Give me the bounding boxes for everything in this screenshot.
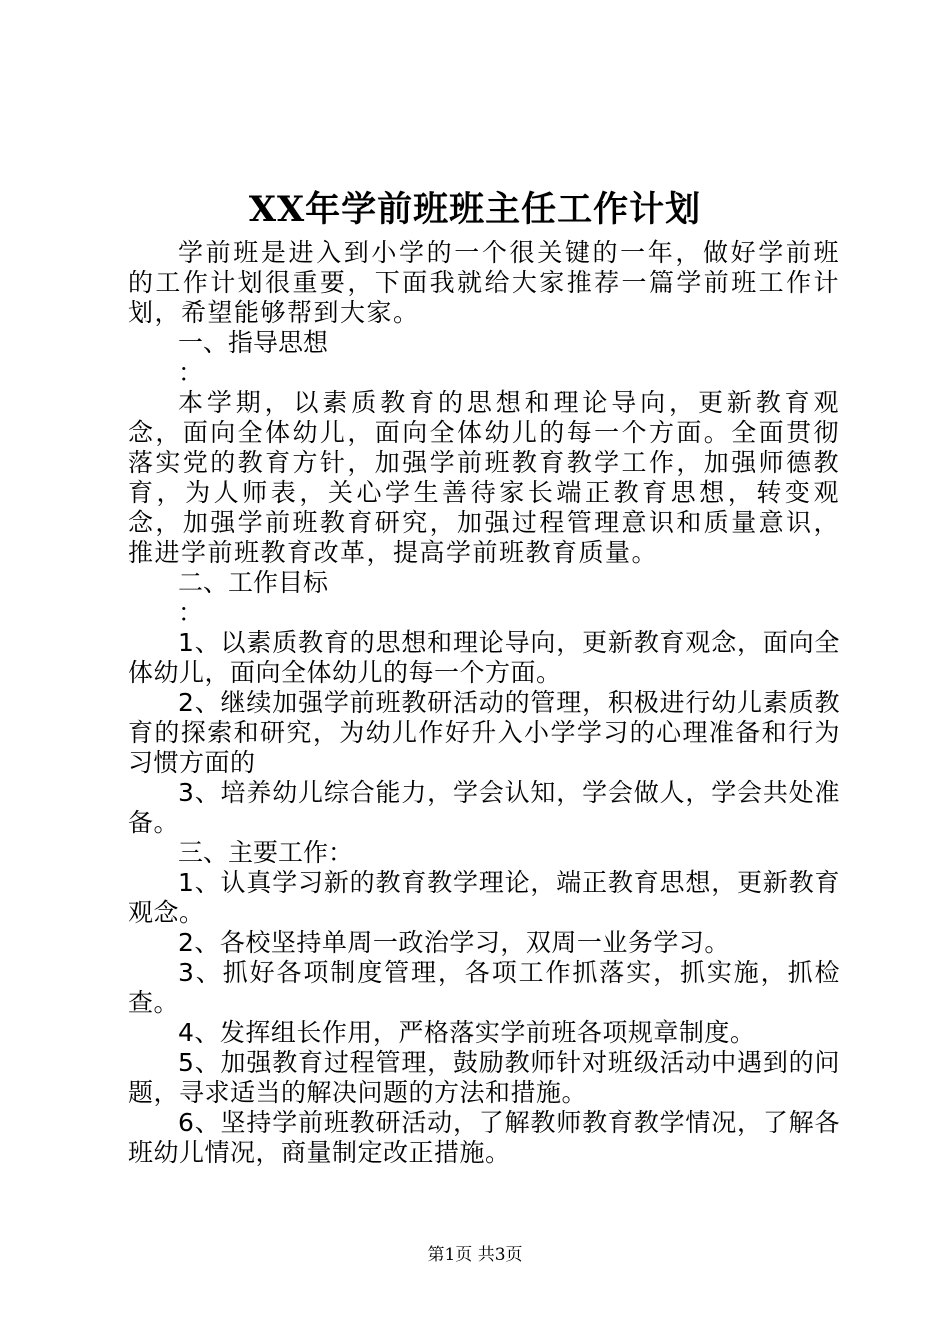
section-heading-guiding-thought: 一、指导思想: [178, 328, 329, 357]
section-heading-main-work: 三、主要工作：: [178, 838, 354, 867]
document-body: [128, 238, 840, 1168]
work-item: 1、认真学习新的教育教学理论，端正教育思想，更新教育观念。: [128, 868, 840, 927]
section-colon: ：: [178, 598, 204, 627]
document-title: XX年学前班班主任工作计划: [248, 189, 702, 230]
work-item: 5、加强教育过程管理，鼓励教师针对班级活动中遇到的问题，寻求适当的解决问题的方法和措施。: [128, 1048, 840, 1107]
work-item: 4、发挥组长作用，严格落实学前班各项规章制度。: [178, 1018, 756, 1047]
goal-item: 2、继续加强学前班教研活动的管理，积极进行幼儿素质教育的探索和研究，为幼儿作好升入小学学习的心理准备和行为习惯方面的: [128, 688, 840, 777]
goal-item: 3、培养幼儿综合能力，学会认知，学会做人，学会共处准备。: [128, 778, 840, 837]
goal-item: 1、以素质教育的思想和理论导向，更新教育观念，面向全体幼儿，面向全体幼儿的每一个方面。: [128, 628, 840, 687]
section-heading-work-goals: 二、工作目标: [178, 568, 329, 597]
section-paragraph: 本学期，以素质教育的思想和理论导向，更新教育观念，面向全体幼儿，面向全体幼儿的每一个方面。全面贯彻落实党的教育方针，加强学前班教育教学工作，加强师德教育，为人师表，关心学生善待家长端正教育思想，转变观念，加强学前班教育研究，加强过程管理意识和质量意识，推进学前班教育改革，提高学前班教育质量。: [128, 388, 840, 567]
page-number-footer: 第1页 共3页: [427, 1245, 523, 1265]
work-item: 2、各校坚持单周一政治学习，双周一业务学习。: [178, 928, 730, 957]
section-colon: ：: [178, 358, 204, 387]
work-item: 6、坚持学前班教研活动，了解教师教育教学情况，了解各班幼儿情况，商量制定改正措施。: [128, 1108, 840, 1167]
work-item: 3、抓好各项制度管理，各项工作抓落实，抓实施，抓检查。: [128, 958, 840, 1017]
intro-paragraph: 学前班是进入到小学的一个很关键的一年，做好学前班的工作计划很重要，下面我就给大家推荐一篇学前班工作计划，希望能够帮到大家。: [128, 238, 840, 327]
